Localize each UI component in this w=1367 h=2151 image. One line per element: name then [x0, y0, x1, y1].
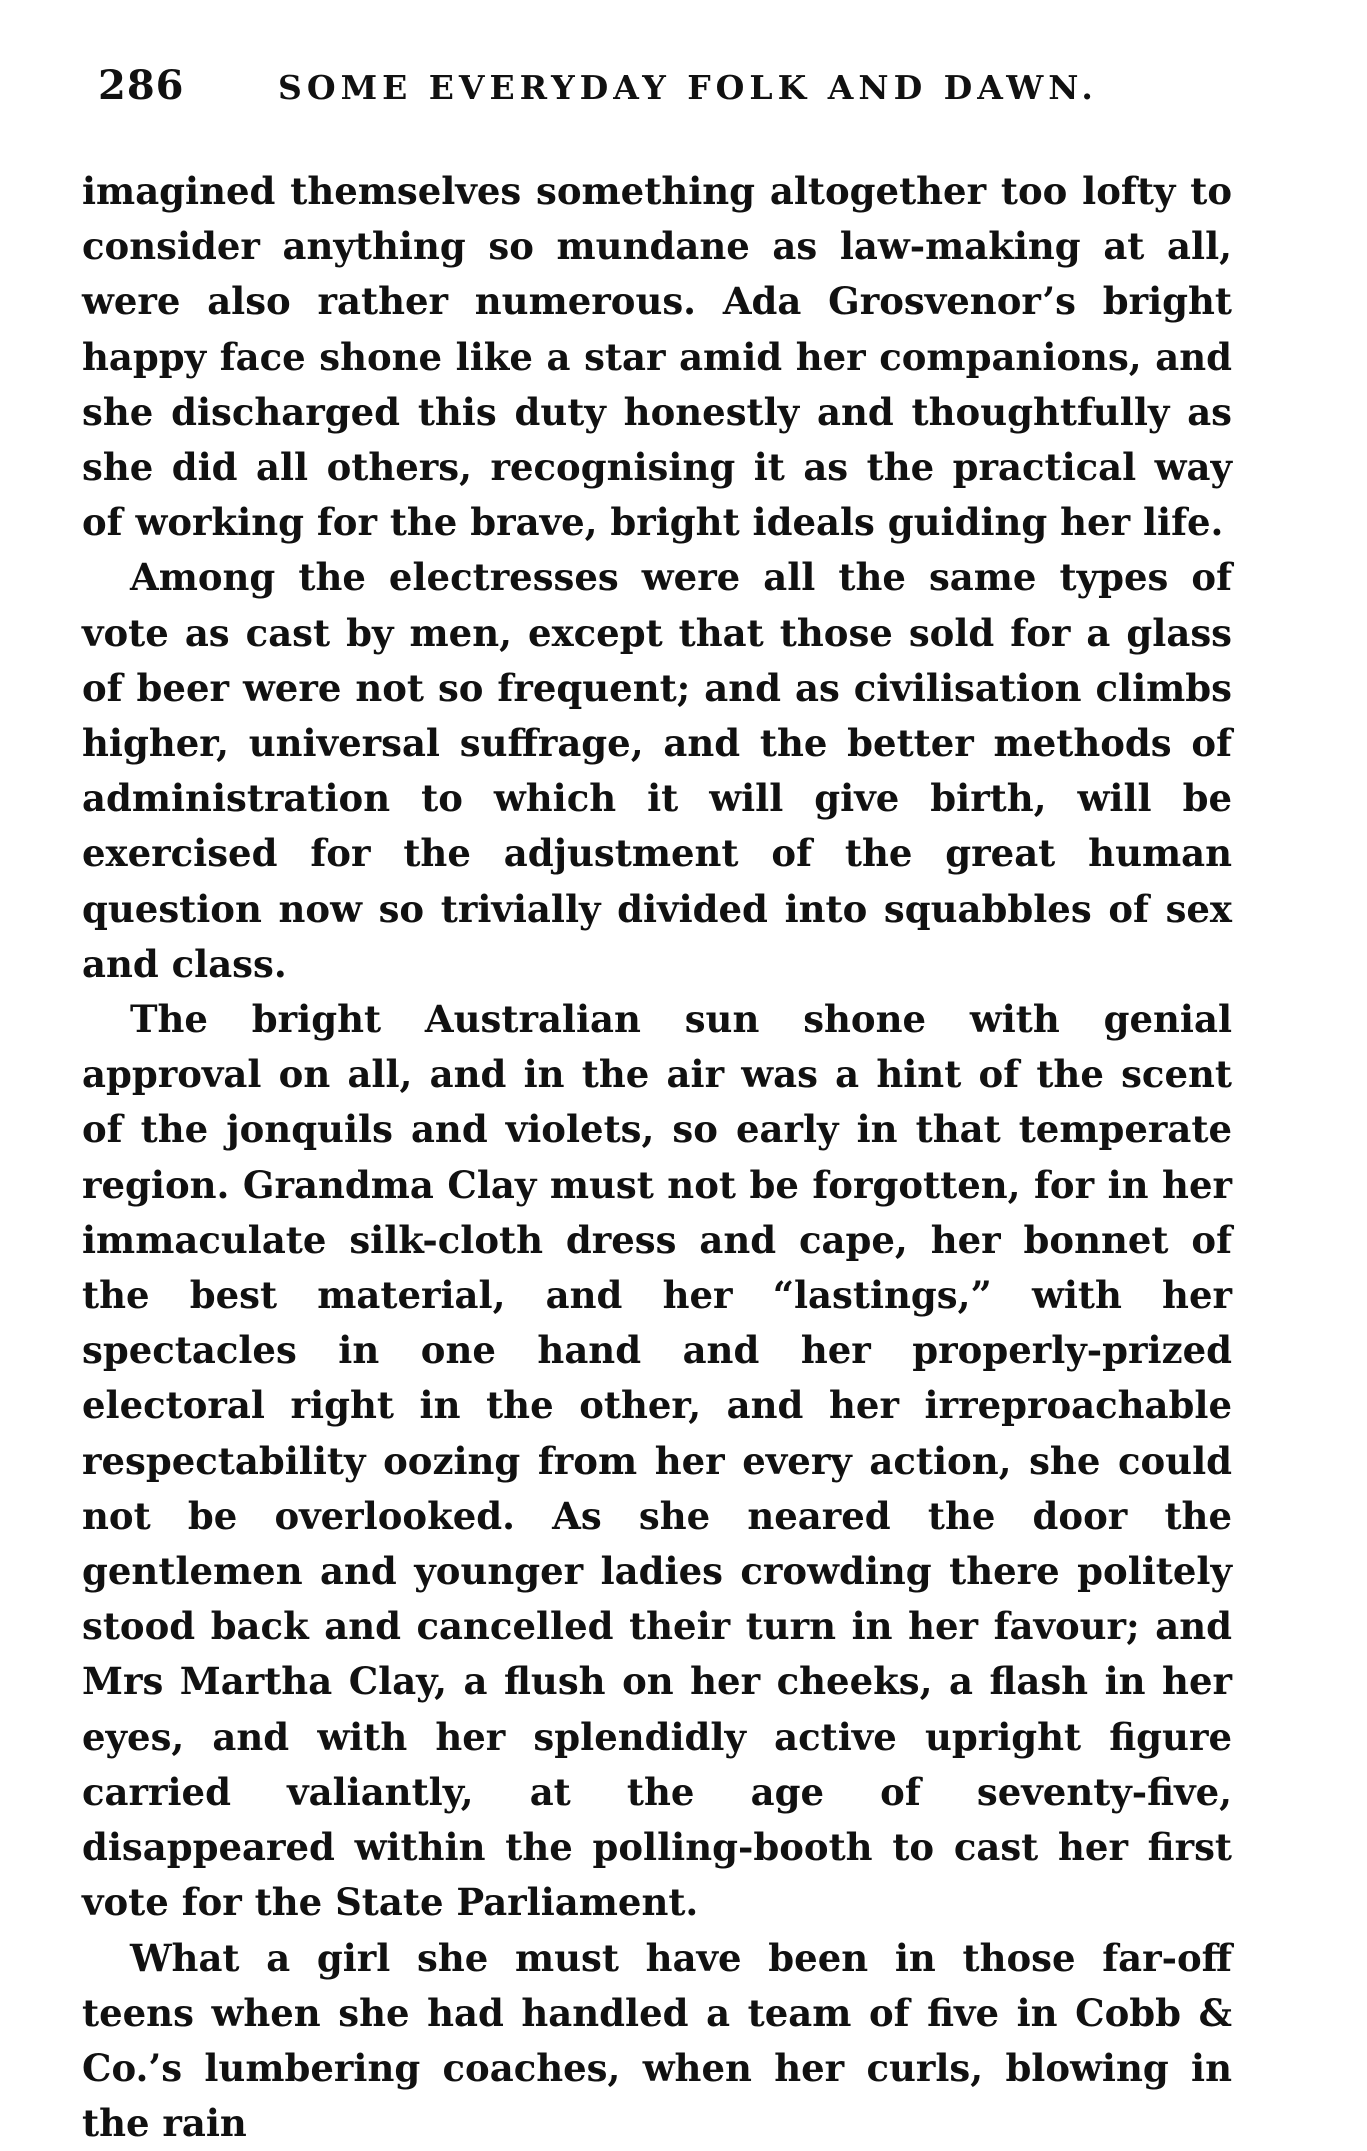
paragraph-far-off-teens: What a girl she must have been in those far-off teens when she had handled a team of five in Cobb & Co.’s lumbering coaches, when her curls, blowing in the rain — [82, 1931, 1232, 2151]
paragraph-continued: imagined themselves something altogether too lofty to consider anything so mundane as law-making at all, were also rather numerous. Ada Grosvenor’s bright happy face shone like a star amid her companions, and she discharged this duty honestly and thoughtfully as she did all others, recognising it as the practical way of working for the brave, bright ideals guiding her life. — [82, 164, 1232, 550]
paragraph-grandma-clay: The bright Australian sun shone with genial approval on all, and in the air was a hint of the scent of the jonquils and violets, so early in that temperate region. Grandma Clay must not be forgotten, for in her immaculate silk-cloth dress and cape, her bonnet of the best material, and her “lastings,” with her spectacles in one hand and her properly-prized electoral right in the other, and her irreproachable respectability oozing from her every action, she could not be overlooked. As she neared the door the gentlemen and younger ladies crowding there politely stood back and cancelled their turn in her favour; and Mrs Martha Clay, a flush on her cheeks, a flash in her eyes, and with her splendidly active upright figure carried valiantly, at the age of seventy-five, disappeared within the polling-booth to cast her first vote for the State Parliament. — [82, 992, 1232, 1930]
running-header — [98, 62, 1238, 122]
running-title: SOME EVERYDAY FOLK AND DAWN. — [278, 68, 1098, 107]
page-number: 286 — [98, 62, 185, 109]
paragraph-electresses: Among the electresses were all the same types of vote as cast by men, except that those sold for a glass of beer were not so frequent; and as civilisation climbs higher, universal suffrage, and the better methods of administration to which it will give birth, will be exercised for the adjustment of the great human question now so trivially divided into squabbles of sex and class. — [82, 550, 1232, 992]
body-text — [82, 164, 1232, 2151]
